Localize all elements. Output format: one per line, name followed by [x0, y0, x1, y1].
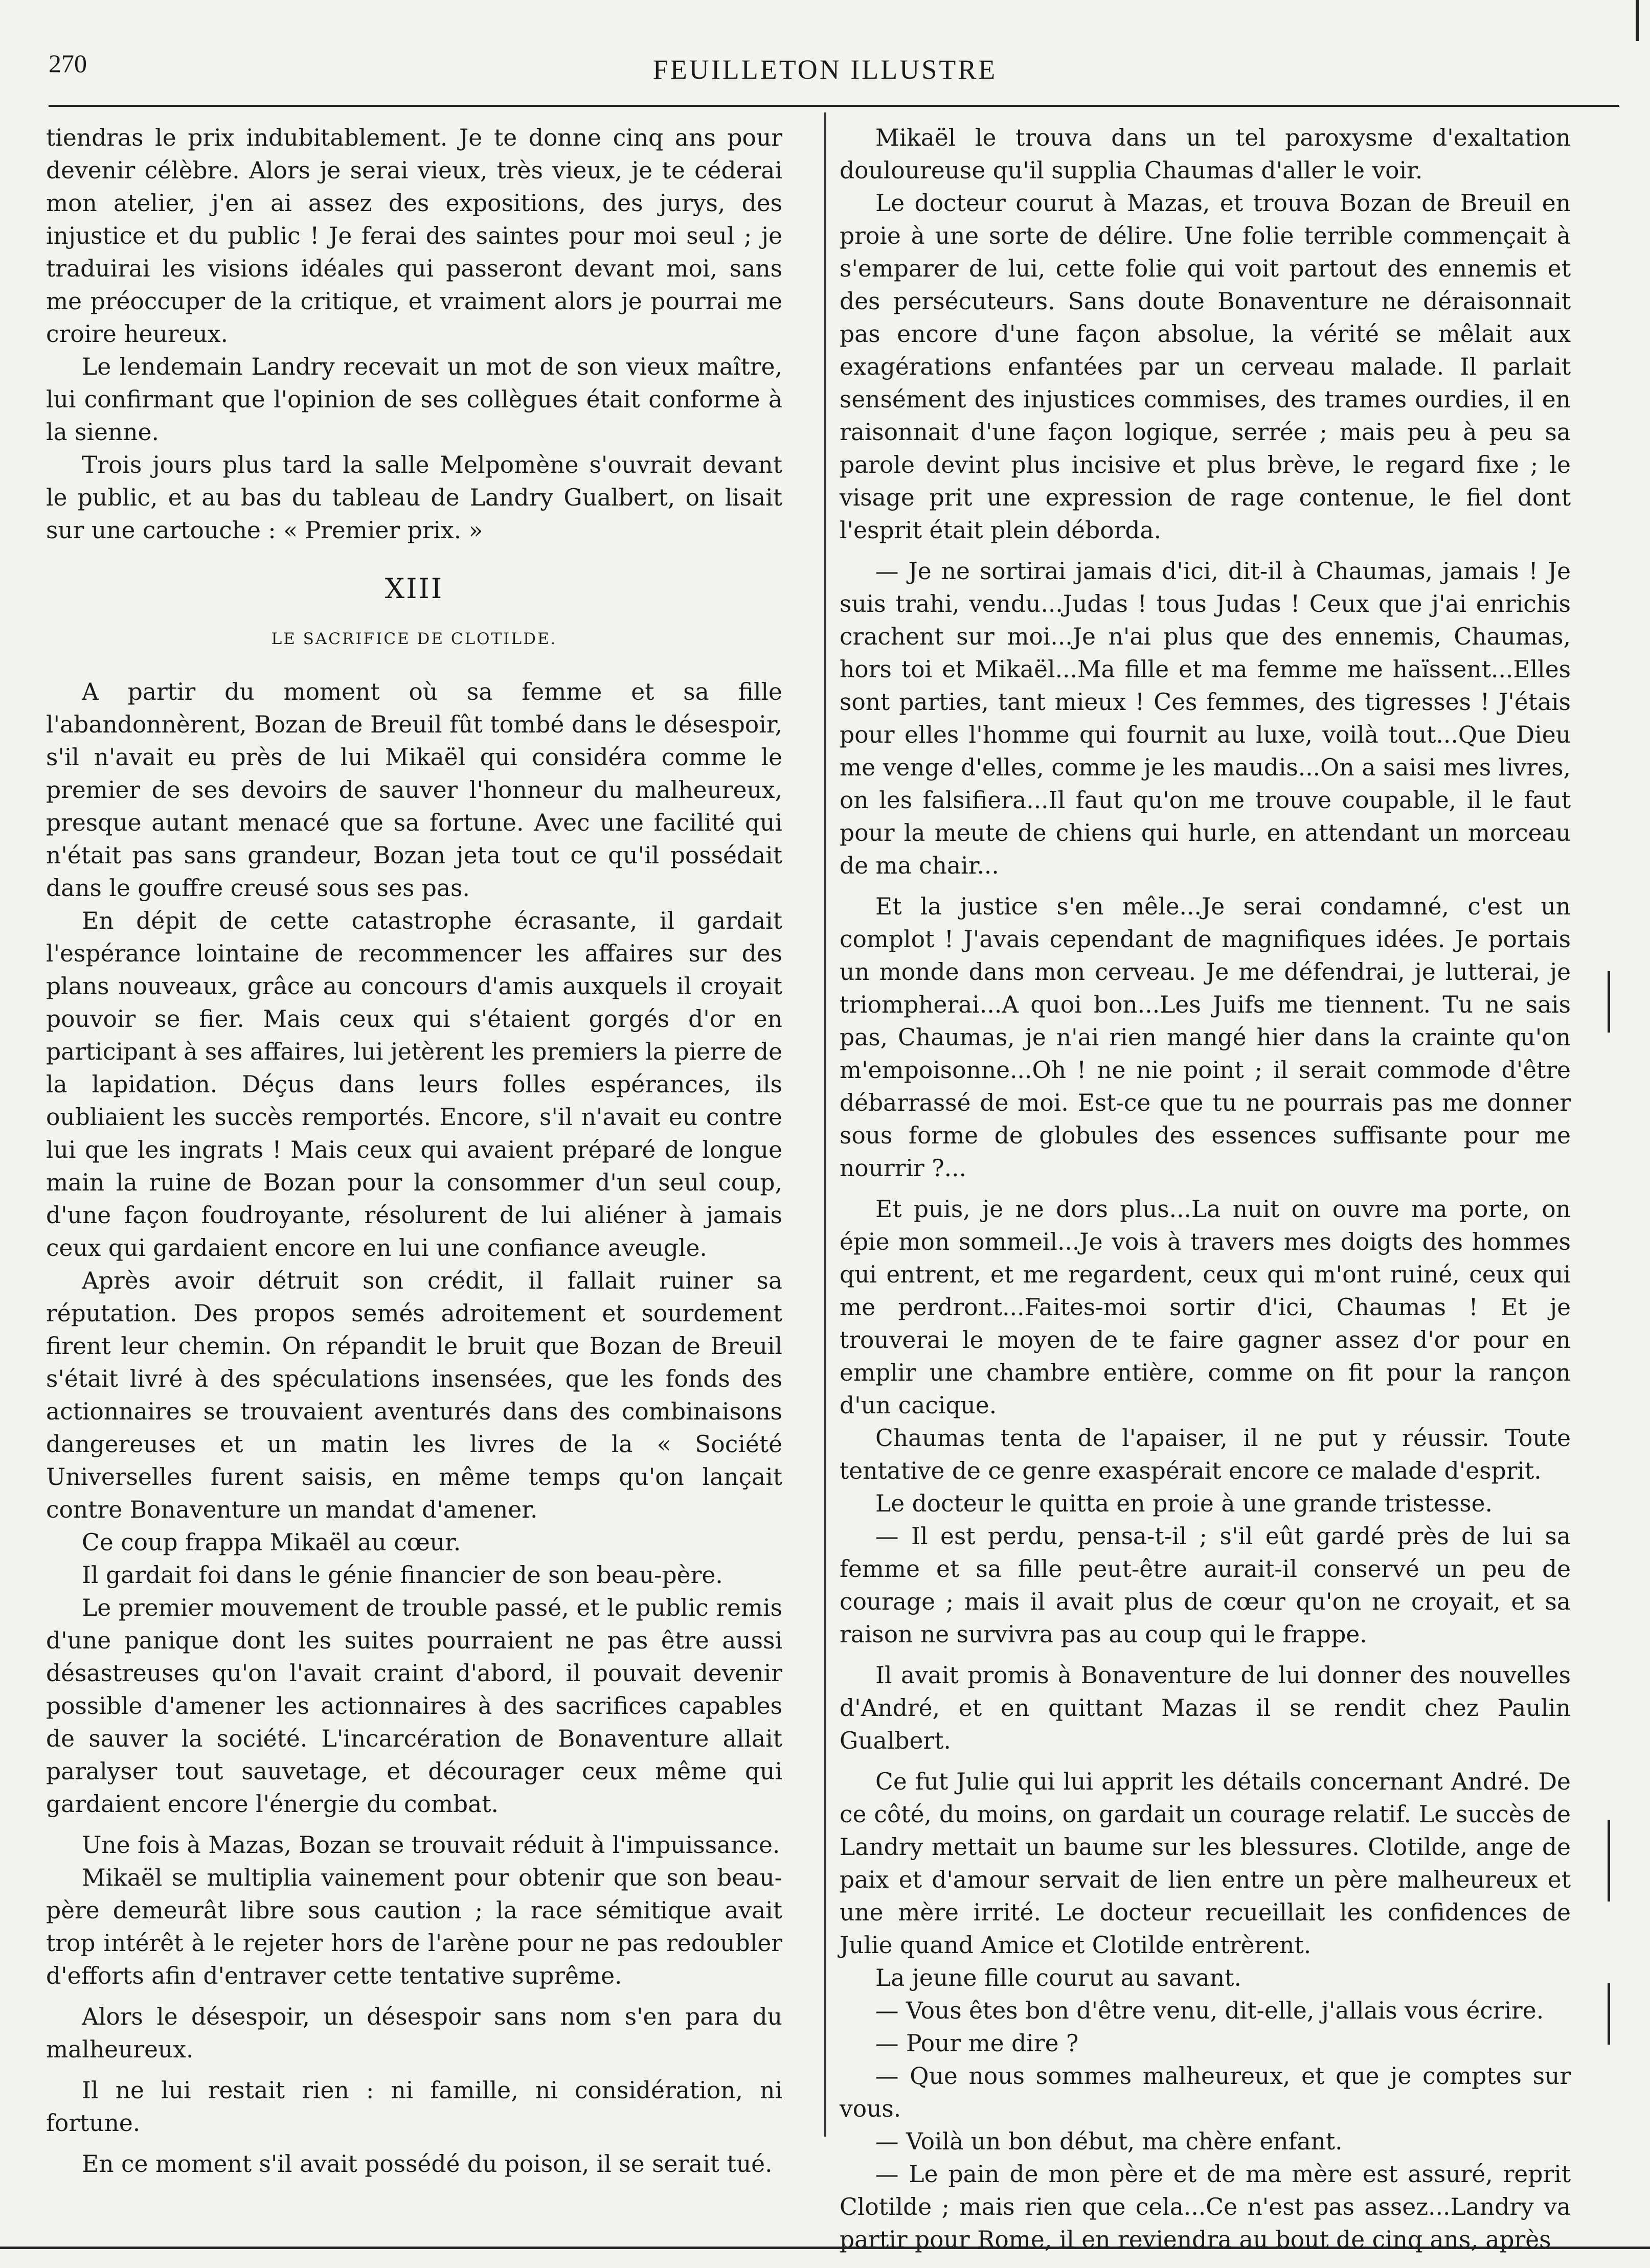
- paragraph: En dépit de cette catastrophe écrasante, il gardait l'espérance lointaine de recommencer les affaires sur des plans nouveaux, grâce au concours d'amis auxquels il croyait pouvoir se fier. Mais ceux qui s'étaient gorgés d'or en participant à ses affaires, lui jetèrent les premiers la pierre de la lapidation. Déçus dans leurs folles espérances, ils oubliaient les succès remportés. Encore, s'il n'avait eu contre lui que les ingrats ! Mais ceux qui avaient préparé de longue main la ruine de Bozan pour la consommer d'un seul coup, d'une façon foudroyante, résolurent de lui aliéner à jamais ceux qui gardaient encore en lui une confiance aveugle.: [46, 907, 782, 1262]
- paragraph: Une fois à Mazas, Bozan se trouvait réduit à l'impuissance.: [82, 1831, 780, 1859]
- margin-mark: [1608, 1820, 1610, 1902]
- paragraph: Et la justice s'en mêle...Je serai condamné, c'est un complot ! J'avais cependant de magnifiques idées. Je portais un monde dans mon cerveau. Je me défendrai, je lutterai, je triompherai...A quoi bon...Les Juifs me tiennent. Tu ne sais pas, Chaumas, je n'ai rien mangé hier dans la crainte qu'on m'empoisonne...Oh ! ne nie point ; il serait commode d'être débarrassé de moi. Est-ce que tu ne pourrais pas me donner sous forme de globules des essences suffisante pour me nourrir ?...: [840, 893, 1571, 1182]
- paragraph: Il avait promis à Bonaventure de lui donner des nouvelles d'André, et en quittant Mazas il se rendit chez Paulin Gualbert.: [840, 1662, 1571, 1754]
- paragraph: Alors le désespoir, un désespoir sans nom s'en para du malheureux.: [46, 2003, 782, 2063]
- bottom-rule: [0, 2247, 1650, 2249]
- paragraph: En ce moment s'il avait possédé du poison, il se serait tué.: [82, 2150, 773, 2178]
- page-number: 270: [49, 49, 87, 78]
- paragraph: Le lendemain Landry recevait un mot de son vieux maître, lui confirmant que l'opinion de ses collègues était conforme à la sienne.: [46, 353, 782, 446]
- margin-mark: [1608, 1983, 1610, 2045]
- paragraph: Le docteur courut à Mazas, et trouva Bozan de Breuil en proie à une sorte de délire. Une folie terrible commençait à s'emparer de lui, cette folie qui voit partout des ennemis et des persécuteurs. Sans doute Bonaventure ne déraisonnait pas encore d'une façon absolue, la vérité se mêlait aux exagérations enfantées par un cerveau malade. Il parlait sensément des injustices commises, des trames ourdies, il en raisonnait d'une façon logique, serrée ; mais peu à peu sa parole devint plus incisive et plus brève, le regard fixe ; le visage prit une expression de rage contenue, le fiel dont l'esprit était plein déborda.: [840, 190, 1571, 544]
- paragraph: Après avoir détruit son crédit, il fallait ruiner sa réputation. Des propos semés adroitement et sourdement firent leur chemin. On répandit le bruit que Bozan de Breuil s'était livré à des spéculations insensées, que les fonds des actionnaires se trouvaient aventurés dans des combinaisons dangereuses et un matin les livres de la « Société Universelles furent saisis, en même temps qu'on lançait contre Bonaventure un mandat d'amener.: [46, 1267, 782, 1523]
- header-rule: [49, 105, 1619, 107]
- chapter-title: LE SACRIFICE DE CLOTILDE.: [271, 630, 557, 648]
- page-edge-line: [1636, 0, 1639, 41]
- left-column: [46, 122, 782, 2181]
- right-column: [840, 122, 1571, 2256]
- paragraph: A partir du moment où sa femme et sa fille l'abandonnèrent, Bozan de Breuil fût tombé dans le désespoir, s'il n'avait eu près de lui Mikaël qui considéra comme le premier de ses devoirs de sauver l'honneur du malheureux, presque autant menacé que sa fortune. Avec une facilité qui n'était pas sans grandeur, Bozan jeta tout ce qu'il possédait dans le gouffre creusé sous ses pas.: [46, 678, 782, 902]
- paragraph: Et puis, je ne dors plus...La nuit on ouvre ma porte, on épie mon sommeil...Je vois à travers mes doigts des hommes qui entrent, et me regardent, ceux qui m'ont ruiné, ceux qui me perdront...Faites-moi sortir d'ici, Chaumas ! Et je trouverai le moyen de te faire gagner assez d'or pour en emplir une chambre entière, comme on fit pour la rançon d'un cacique.: [840, 1196, 1571, 1419]
- chapter-number: XIII: [385, 572, 444, 605]
- paragraph: Ce fut Julie qui lui apprit les détails concernant André. De ce côté, du moins, on gardait un courage relatif. Le succès de Landry mettait un baume sur les blessures. Clotilde, ange de paix et d'amour servait de lien entre un père malheureux et une mère irrité. Le docteur recueillait les confidences de Julie quand Amice et Clotilde entrèrent.: [840, 1768, 1571, 1959]
- paragraph: Trois jours plus tard la salle Melpomène s'ouvrait devant le public, et au bas du tableau de Landry Gualbert, on lisait sur une cartouche : « Premier prix. »: [46, 451, 782, 544]
- paragraph: — Il est perdu, pensa-t-il ; s'il eût gardé près de lui sa femme et sa fille peut-être aurait-il conservé un peu de courage ; mais il avait plus de cœur qu'on ne croyait, et sa raison ne survivra pas au coup qui le frappe.: [840, 1523, 1571, 1648]
- paragraph: — Le pain de mon père et de ma mère est assuré, reprit Clotilde ; mais rien que cela...Ce n'est pas assez...Landry va partir pour Rome, il en reviendra au bout de cinq ans, après: [840, 2161, 1571, 2253]
- paragraph: Le docteur le quitta en proie à une grande tristesse.: [875, 1490, 1493, 1517]
- paragraph: — Vous êtes bon d'être venu, dit-elle, j'allais vous écrire.: [875, 1997, 1544, 2024]
- paragraph: — Je ne sortirai jamais d'ici, dit-il à Chaumas, jamais ! Je suis trahi, vendu...Judas ! tous Judas ! Ceux que j'ai enrichis crachent sur moi...Je n'ai plus que des ennemis, Chaumas, hors toi et Mikaël...Ma fille et ma femme me haïssent...Elles sont parties, tant mieux ! Ces femmes, des tigresses ! J'étais pour elles l'homme qui fournit au luxe, voilà tout...Que Dieu me venge d'elles, comme je les maudis...On a saisi mes livres, on les falsifiera...Il faut qu'on me trouve coupable, il le faut pour la meute de chiens qui hurle, en attendant un morceau de ma chair...: [840, 558, 1571, 879]
- paragraph: La jeune fille courut au savant.: [875, 1964, 1241, 1991]
- paragraph: — Voilà un bon début, ma chère enfant.: [875, 2128, 1343, 2155]
- paragraph: Mikaël le trouva dans un tel paroxysme d'exaltation douloureuse qu'il supplia Chaumas d'aller le voir.: [840, 124, 1571, 184]
- paragraph: — Pour me dire ?: [875, 2030, 1079, 2057]
- paragraph: Ce coup frappa Mikaël au cœur.: [82, 1529, 461, 1556]
- paragraph: — Que nous sommes malheureux, et que je comptes sur vous.: [840, 2063, 1571, 2122]
- column-divider: [824, 112, 826, 2137]
- running-title: FEUILLETON ILLUSTRE: [652, 54, 998, 85]
- paragraph: Le premier mouvement de trouble passé, et le public remis d'une panique dont les suites pourraient ne pas être aussi désastreuses qu'on l'avait craint d'abord, il pouvait devenir possible d'amener les actionnaires à des sacrifices capables de sauver la société. L'incarcération de Bonaventure allait paralyser tout sauvetage, et décourager ceux même qui gardaient encore l'énergie du combat.: [46, 1594, 782, 1818]
- paragraph: Il gardait foi dans le génie financier de son beau-père.: [82, 1562, 723, 1589]
- margin-mark: [1608, 971, 1610, 1033]
- paragraph: Chaumas tenta de l'apaiser, il ne put y réussir. Toute tentative de ce genre exaspérait encore ce malade d'esprit.: [840, 1425, 1571, 1484]
- paragraph: Il ne lui restait rien : ni famille, ni considération, ni fortune.: [46, 2077, 782, 2137]
- paragraph: Mikaël se multiplia vainement pour obtenir que son beau-père demeurât libre sous caution ; la race sémitique avait trop intérêt à le rejeter hors de l'arène pour ne pas redoubler d'efforts afin d'entraver cette tentative suprême.: [46, 1864, 782, 1989]
- paragraph: tiendras le prix indubitablement. Je te donne cinq ans pour devenir célèbre. Alors je serai vieux, très vieux, je te céderai mon atelier, j'en ai assez des expositions, des jurys, des injustice et du public ! Je ferai des saintes pour moi seul ; je traduirai les visions idéales qui passeront devant moi, sans me préoccuper de la critique, et vraiment alors je pourrai me croire heureux.: [46, 124, 782, 348]
